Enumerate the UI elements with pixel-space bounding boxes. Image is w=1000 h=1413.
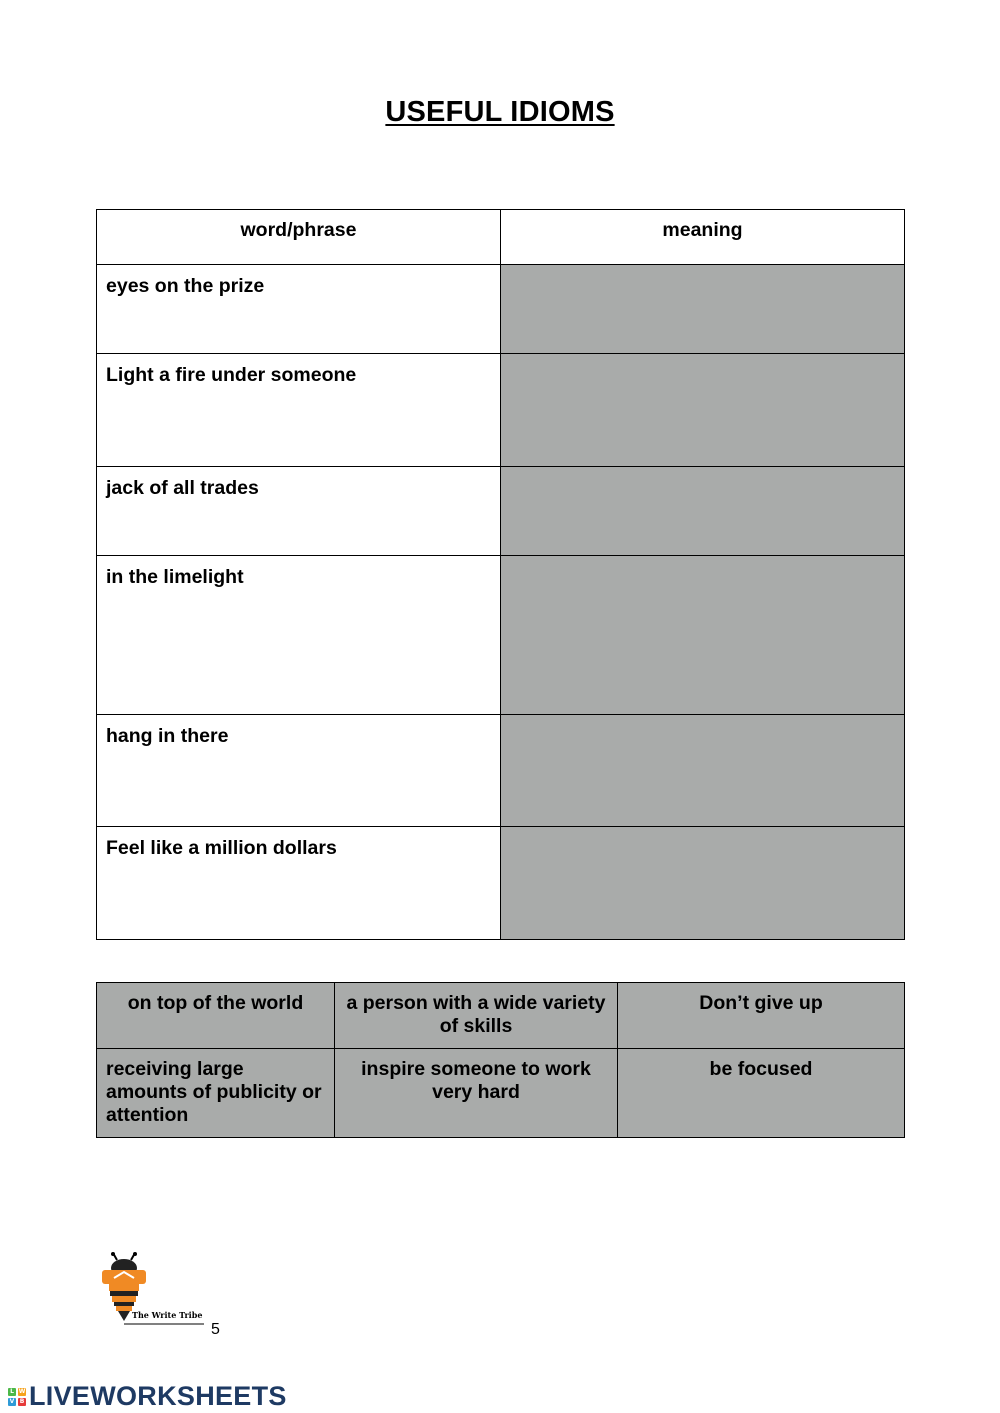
table-row bbox=[97, 265, 905, 354]
meanings-word-bank bbox=[96, 982, 905, 1138]
option-cell[interactable]: receiving large amounts of publicity or attention bbox=[97, 1049, 335, 1138]
header-meaning: meaning bbox=[501, 210, 905, 265]
page-title: USEFUL IDIOMS bbox=[385, 96, 615, 128]
bee-icon bbox=[100, 1252, 210, 1332]
phrase-cell: jack of all trades bbox=[97, 467, 501, 556]
meaning-answer-cell[interactable] bbox=[501, 556, 905, 715]
option-cell[interactable]: a person with a wide variety of skills bbox=[335, 983, 618, 1049]
phrase-cell: in the limelight bbox=[97, 556, 501, 715]
table-row bbox=[97, 354, 905, 467]
brand-name: LIVEWORKSHEETS bbox=[29, 1381, 287, 1411]
liveworksheets-brand[interactable] bbox=[8, 1381, 287, 1412]
option-cell[interactable]: on top of the world bbox=[97, 983, 335, 1049]
table-row bbox=[97, 827, 905, 940]
option-cell[interactable]: inspire someone to work very hard bbox=[335, 1049, 618, 1138]
meaning-answer-cell[interactable] bbox=[501, 827, 905, 940]
option-cell[interactable]: Don’t give up bbox=[618, 983, 905, 1049]
phrase-cell: hang in there bbox=[97, 715, 501, 827]
logo-text: The Write Tribe bbox=[132, 1310, 203, 1320]
idioms-table bbox=[96, 209, 905, 940]
table-row bbox=[97, 556, 905, 715]
table-row bbox=[97, 715, 905, 827]
meaning-answer-cell[interactable] bbox=[501, 467, 905, 556]
word-bank-row bbox=[97, 1049, 905, 1138]
meaning-answer-cell[interactable] bbox=[501, 715, 905, 827]
phrase-cell: eyes on the prize bbox=[97, 265, 501, 354]
meaning-answer-cell[interactable] bbox=[501, 354, 905, 467]
phrase-cell: Feel like a million dollars bbox=[97, 827, 501, 940]
table-header-row bbox=[97, 210, 905, 265]
meaning-answer-cell[interactable] bbox=[501, 265, 905, 354]
word-bank-row bbox=[97, 983, 905, 1049]
liveworksheets-logo-icon: L W V B bbox=[9, 1387, 26, 1405]
table-row bbox=[97, 467, 905, 556]
page-number: 5 bbox=[211, 1321, 220, 1338]
write-tribe-logo bbox=[100, 1252, 210, 1332]
header-word-phrase: word/phrase bbox=[97, 210, 501, 265]
option-cell[interactable]: be focused bbox=[618, 1049, 905, 1138]
phrase-cell: Light a fire under someone bbox=[97, 354, 501, 467]
